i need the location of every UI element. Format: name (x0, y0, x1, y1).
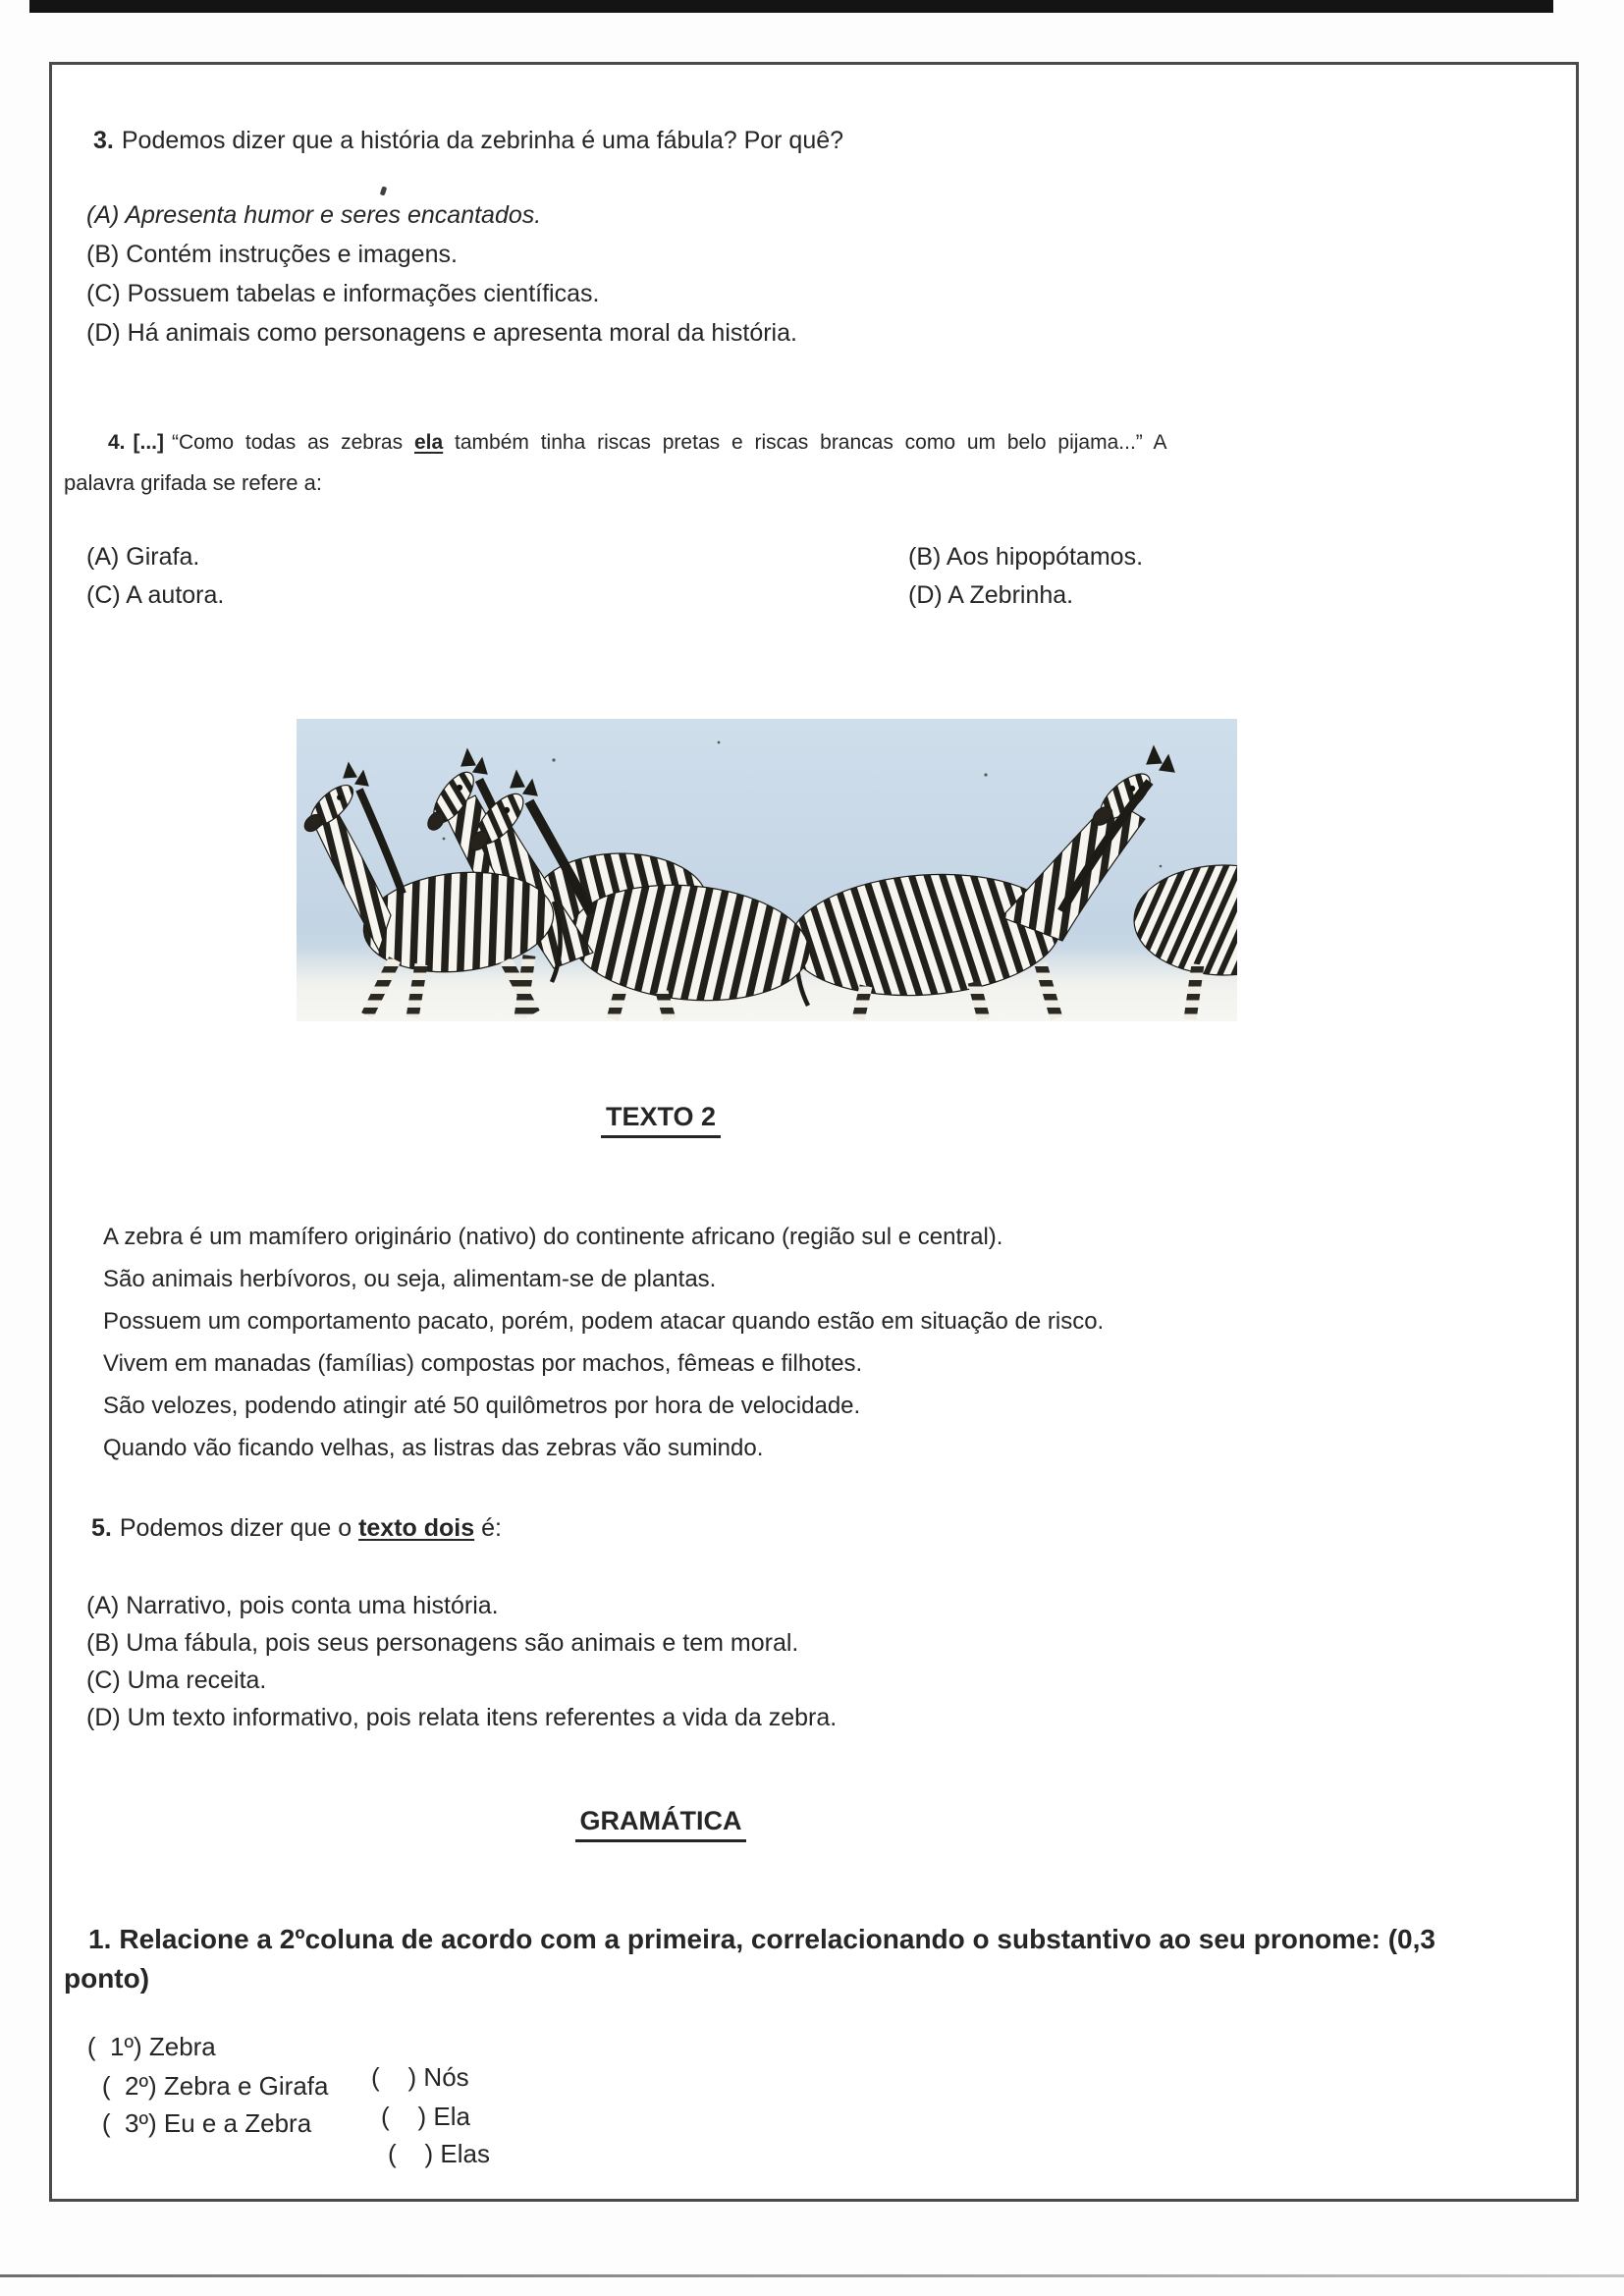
texto-2-heading-text: TEXTO 2 (601, 1102, 721, 1138)
matching-right-item: ( ) Elas (388, 2139, 491, 2169)
page-border-frame (49, 62, 1579, 2202)
gramatica-q1-line1 (88, 1923, 1435, 1956)
question-5-title (91, 1513, 502, 1543)
option-a: (A) Girafa. (86, 543, 200, 571)
option-c: (C) Possuem tabelas e informações científicas. (86, 280, 600, 307)
option-c: (C) Uma receita. (86, 1667, 267, 1694)
question-3-number: 3. (93, 127, 114, 154)
texto-2-line: São velozes, podendo atingir até 50 quilômetros por hora de velocidade. (103, 1393, 861, 1419)
matching-row (74, 2078, 491, 2201)
question-5-number: 5. (91, 1514, 112, 1542)
texto-2-line: A zebra é um mamífero originário (nativo) do continente africano (região sul e central). (103, 1224, 1003, 1250)
gramatica-heading (52, 1806, 1270, 1842)
scan-bottom-edge-line (0, 2274, 1624, 2277)
gramatica-q1-text: Relacione a 2ºcoluna de acordo com a primeira, correlacionando o substantivo ao seu pronome: (0,3 (119, 1924, 1435, 1954)
question-4-quote-rest: também tinha riscas pretas e riscas brancas como um belo pijama...” A (455, 431, 1167, 454)
option-b: (B) Aos hipopótamos. (908, 543, 1144, 571)
option-d: (D) Há animais como personagens e apresenta moral da história. (86, 319, 797, 347)
question-5-text-before: Podemos dizer que o (119, 1514, 359, 1542)
matching-right-item: ( ) Nós (371, 2062, 469, 2093)
question-3-options (86, 195, 797, 353)
scan-top-edge-bar (29, 0, 1553, 13)
texto-2-line: Possuem um comportamento pacato, porém, podem atacar quando estão em situação de risco. (103, 1308, 1105, 1335)
texto-2-line: Vivem em manadas (famílias) compostas por machos, fêmeas e filhotes. (103, 1350, 863, 1377)
gramatica-q1-number: 1. (88, 1924, 112, 1954)
option-d: (D) Um texto informativo, pois relata itens referentes a vida da zebra. (86, 1704, 838, 1731)
gramatica-q1-line2: ponto) (64, 1963, 150, 1994)
matching-left-item: ( 3º) Eu e a Zebra (101, 2108, 312, 2139)
question-5-text-after: é: (474, 1514, 502, 1542)
question-4-highlight-ela: ela (413, 431, 444, 454)
texto-2-line: Quando vão ficando velhas, as listras das zebras vão sumindo. (103, 1435, 764, 1461)
option-b: (B) Contém instruções e imagens. (86, 241, 458, 268)
question-4-ellipsis: [...] (133, 431, 165, 454)
option-a: (A) Narrativo, pois conta uma história. (86, 1592, 499, 1619)
question-3-title (93, 126, 843, 155)
zebra-herd-photo (297, 719, 1237, 1021)
matching-left-item: ( 1º) Zebra (86, 2032, 216, 2062)
question-5-highlight: texto dois (358, 1514, 475, 1542)
texto-2-line: São animais herbívoros, ou seja, alimentam-se de plantas. (103, 1266, 717, 1292)
option-d: (D) A Zebrinha. (908, 581, 1074, 609)
matching-right-item: ( ) Ela (381, 2102, 471, 2132)
question-4-line2: palavra grifada se refere a: (64, 470, 322, 495)
question-4-options-left (86, 538, 224, 615)
option-c: (C) A autora. (86, 581, 225, 609)
question-4-options-right (908, 538, 1143, 615)
gramatica-heading-text: GRAMÁTICA (575, 1806, 747, 1842)
question-4-title (64, 431, 1166, 455)
texto-2-heading (52, 1102, 1270, 1138)
question-5-options (86, 1587, 837, 1736)
question-4-number: 4. (108, 431, 126, 454)
option-a: (A) Apresenta humor e seres encantados. (86, 201, 542, 229)
question-4-quote-open: “Como todas as zebras (172, 431, 404, 454)
option-b: (B) Uma fábula, pois seus personagens são animais e tem moral. (86, 1629, 799, 1657)
matching-left-item: ( 2º) Zebra e Girafa (101, 2071, 329, 2102)
question-3-text: Podemos dizer que a história da zebrinha é uma fábula? Por quê? (121, 127, 844, 154)
texto-2-body (103, 1216, 1104, 1469)
